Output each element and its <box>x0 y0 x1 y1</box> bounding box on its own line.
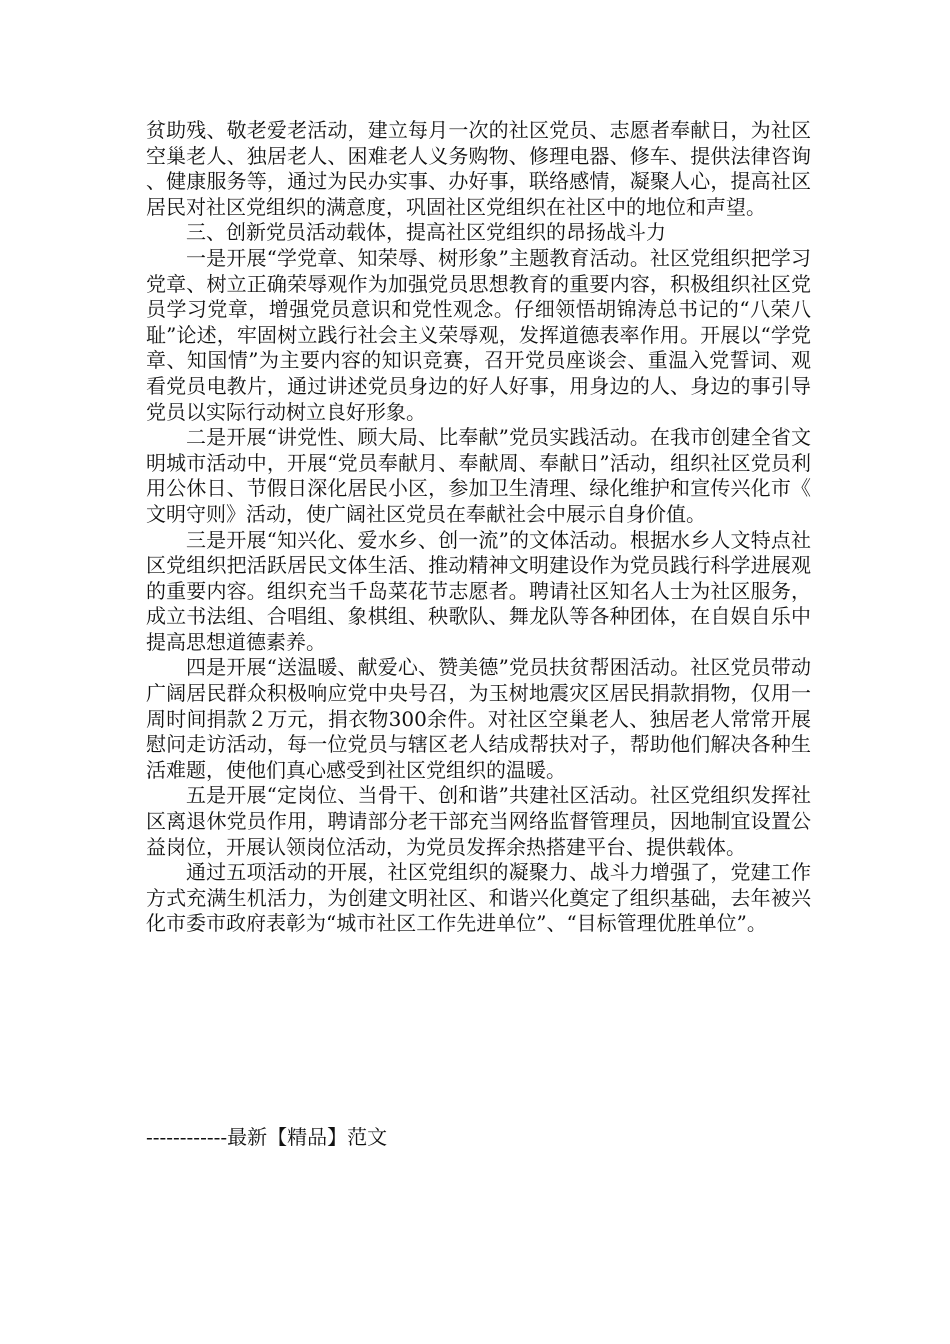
paragraph-continuation: 贫助残、敬老爱老活动，建立每月一次的社区党员、志愿者奉献日，为社区空巢老人、独居老人、困难老人义务购物、修理电器、修车、提供法律咨询、健康服务等，通过为民办实事、办好事，联络感情，凝聚人心，提高社区居民对社区党组织的满意度，巩固社区党组织在社区中的地位和声望。 <box>146 118 811 219</box>
document-footer: ------------最新【精品】范文 <box>146 1125 388 1149</box>
paragraph-activity-2: 二是开展“讲党性、顾大局、比奉献”党员实践活动。在我市创建全省文明城市活动中，开展“党员奉献月、奉献周、奉献日”活动，组织社区党员利用公休日、节假日深化居民小区，参加卫生清理、绿化维护和宣传兴化市《文明守则》活动，使广阔社区党员在奉献社会中展示自身价值。 <box>146 425 811 526</box>
paragraph-activity-5: 五是开展“定岗位、当骨干、创和谐”共建社区活动。社区党组织发挥社区离退休党员作用，聘请部分老干部充当网络监督管理员，因地制宜设置公益岗位，开展认领岗位活动，为党员发挥余热搭建平台、提供载体。 <box>146 783 811 859</box>
section-heading: 三、创新党员活动载体，提高社区党组织的昂扬战斗力 <box>186 220 666 245</box>
paragraph-activity-4: 四是开展“送温暖、献爱心、赞美德”党员扶贫帮困活动。社区党员带动广阔居民群众积极响应党中央号召，为玉树地震灾区居民捐款捐物，仅用一周时间捐款２万元，捐衣物300余件。对社区空巢老人、独居老人常常开展慰问走访活动，每一位党员与辖区老人结成帮扶对子，帮助他们解决各种生活难题，使他们真心感受到社区党组织的温暖。 <box>146 655 811 782</box>
paragraph-activity-1: 一是开展“学党章、知荣辱、树形象”主题教育活动。社区党组织把学习党章、树立正确荣辱观作为加强党员思想教育的重要内容，积极组织社区党员学习党章，增强党员意识和党性观念。仔细领悟胡锦涛总书记的“八荣八耻”论述，牢固树立践行社会主义荣辱观，发挥道德表率作用。开展以“学党章、知国情”为主要内容的知识竞赛，召开党员座谈会、重温入党誓词、观看党员电教片，通过讲述党员身边的好人好事，用身边的人、身边的事引导党员以实际行动树立良好形象。 <box>146 245 811 424</box>
paragraph-activity-3: 三是开展“知兴化、爱水乡、创一流”的文体活动。根据水乡人文特点社区党组织把活跃居民文体生活、推动精神文明建设作为党员践行科学进展观的重要内容。组织充当千岛菜花节志愿者。聘请社区知名人士为社区服务，成立书法组、合唱组、象棋组、秧歌队、舞龙队等各种团体，在自娱自乐中提高思想道德素养。 <box>146 527 811 654</box>
paragraph-conclusion: 通过五项活动的开展，社区党组织的凝聚力、战斗力增强了，党建工作方式充满生机活力，为创建文明社区、和谐兴化奠定了组织基础，去年被兴化市委市政府表彰为“城市社区工作先进单位”、“目标管理优胜单位”。 <box>146 860 811 936</box>
document-body <box>146 118 811 937</box>
